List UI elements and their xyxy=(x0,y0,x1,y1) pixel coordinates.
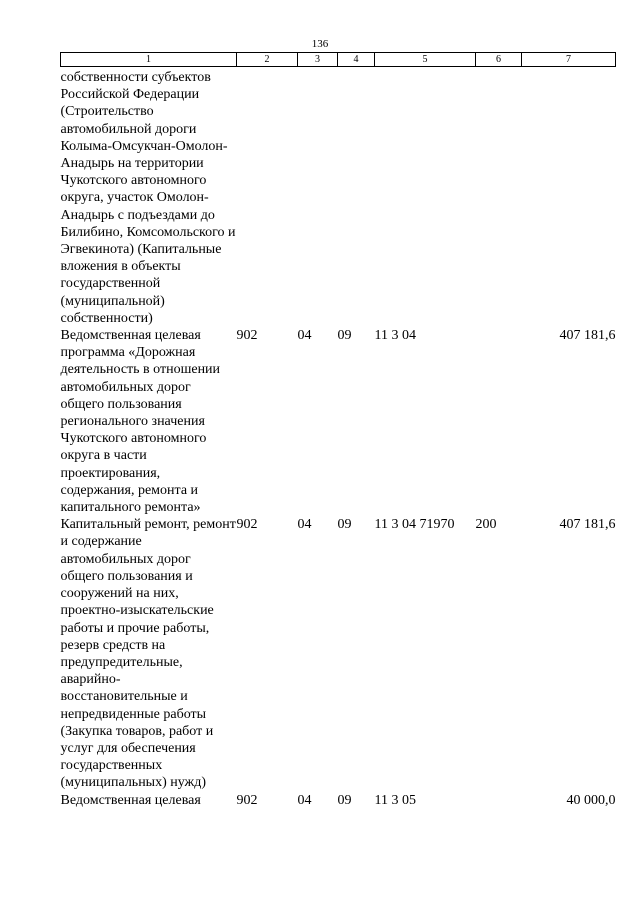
row-subsection: 09 xyxy=(337,517,352,533)
column-header-expense-type: 6 xyxy=(476,53,522,67)
row-target: 11 3 04 71970 xyxy=(374,517,455,533)
row-ministry xyxy=(237,67,298,328)
page-number: 136 xyxy=(311,38,329,50)
row-expense-type: 200 xyxy=(475,517,497,533)
row-target: 11 3 05 xyxy=(374,792,416,808)
row-expense-type xyxy=(476,67,522,328)
row-amount: 40 000,0 xyxy=(566,792,616,808)
row-subsection: 09 xyxy=(337,328,352,344)
row-target xyxy=(375,67,476,328)
row-subsection: 09 xyxy=(337,792,352,808)
row-name: собственности субъектов Российской Федерации (Строительство автомобильной дороги Колыма-Омсукчан-Омолон-Анадырь на территории Чукотского автономного округа, участок Омолон-Анадырь с подъездами до Билибино, Комсомольского и Эгвекинота) (Капитальные вложения в объекты государственной (муниципальной) собственности) xyxy=(60,70,236,326)
table-row xyxy=(61,792,616,809)
row-section: 04 xyxy=(297,517,312,533)
row-amount xyxy=(522,67,616,328)
row-ministry: 902 xyxy=(236,517,258,533)
column-header-ministry: 2 xyxy=(237,53,298,67)
row-subsection xyxy=(338,67,375,328)
table-header-row xyxy=(61,53,616,67)
row-name: Ведомственная целевая xyxy=(60,792,201,808)
row-section: 04 xyxy=(297,792,312,808)
table-row xyxy=(61,327,616,516)
column-header-name: 1 xyxy=(61,53,237,67)
row-expense-type xyxy=(476,327,522,516)
row-section xyxy=(298,67,338,328)
table-row xyxy=(61,67,616,328)
row-amount: 407 181,6 xyxy=(559,517,616,533)
row-ministry: 902 xyxy=(236,792,258,808)
row-expense-type xyxy=(476,792,522,809)
table-row xyxy=(61,516,616,791)
column-header-amount: 7 xyxy=(522,53,616,67)
row-section: 04 xyxy=(297,328,312,344)
column-header-subsection: 4 xyxy=(338,53,375,67)
column-header-section: 3 xyxy=(298,53,338,67)
row-ministry: 902 xyxy=(236,328,258,344)
column-header-target: 5 xyxy=(375,53,476,67)
row-name: Ведомственная целевая программа «Дорожная деятельность в отношении автомобильных дорог общего пользования регионального значения Чукотского автономного округа в части проектирования, содержания, ремонта и капитального ремонта» xyxy=(60,328,221,516)
row-target: 11 3 04 xyxy=(374,328,416,344)
row-name: Капитальный ремонт, ремонт и содержание автомобильных дорог общего пользования и сооружений на них, проектно-изыскательские работы и прочие работы, резерв средств на предупредительные, аварийно-восстановительные и непредвиденные работы (Закупка товаров, работ и услуг для обеспечения государственных (муниципальных) нужд) xyxy=(60,517,236,791)
row-amount: 407 181,6 xyxy=(559,328,616,344)
budget-table xyxy=(60,52,616,809)
